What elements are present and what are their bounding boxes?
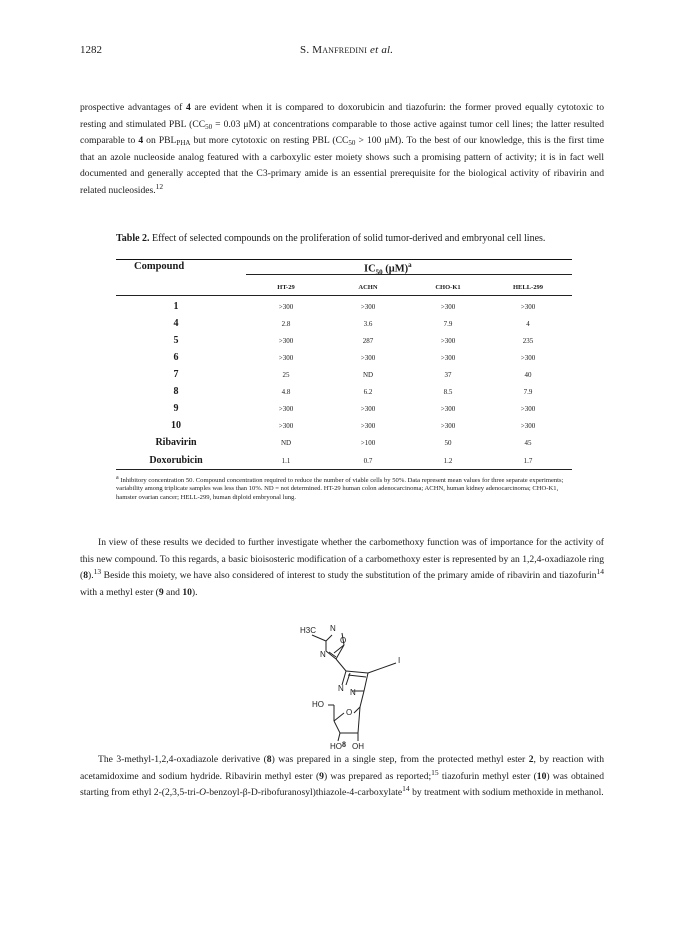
compound-label: 8 [342, 740, 346, 749]
table-row: 8 4.8 6.2 8.5 7.9 [173, 386, 533, 397]
subheader-chok1: CHO-K1 [435, 284, 461, 291]
ic50-header-rule [246, 274, 572, 275]
footnote-mark: a [116, 475, 119, 481]
footnote-text: Inhibitory concentration 50. Compound concentration required to reduce the number of viable cells by 50%. Data represent mean values for three separate experiments; variability among triplicate samples was less than 10%. ND = not determined. HT-29 human colon adenocarcinoma; ACHN, human kidney adenocarcinoma; CHO-K1, hamster ovarian cancer; HELL-299, human diploid embryonal lung. [116, 477, 564, 501]
table-row: Doxorubicin 1.1 0.7 1.2 1.7 [149, 455, 533, 466]
paragraph-2: In view of these results we decided to further investigate whether the carbomethoxy function was of importance for the activity of this new compound. To this regards, a basic bioisosteric modification of a carbomethoxy ester is represented by an 1,2,4-oxadiazole ring (8).$^{13}$ Beside this moiety, we have also considered of interest to study the substitution of the primary amide of ribavirin and tiazofurin$^{14}$ with a methyl ester (9 and 10). [80, 537, 604, 598]
table-footnote [116, 474, 572, 502]
table-subheader-rule [116, 295, 572, 296]
table-row: 5 >300 287 >300 235 [173, 335, 534, 346]
table-row: 6 >300 >300 >300 >300 [173, 352, 536, 363]
table-row: 9 >300 >300 >300 >300 [173, 403, 536, 414]
table-row: 10 >300 >300 >300 >300 [171, 420, 536, 431]
page-number: 1282 [80, 44, 102, 56]
structure-label-o: O [340, 636, 347, 645]
paragraph-1: prospective advantages of 4 are evident when it is compared to doxorubicin and tiazofurin: the former proved equally cytotoxic to resting and stimulated PBL ($CC_{50} = 0.03$ μM) at concentrations comparable to those active against tumor cell lines; the latter resulted comparable to 4 on $PBL_{PHA}$ but more cytotoxic on resting PBL ($CC_{50} > 100$ μM). To the best of our knowledge, this is the first time that an azole nucleoside analog featured with a carboxylic ester moiety shows such a promising pattern of activity; it is in fact well documented and generally accepted that the C3-primary amide is an essential prerequisite for the biological activity of ribavirin and related nucleosides.$^{12}$ [80, 102, 605, 196]
structure-label-ho-top: HO [312, 700, 324, 709]
table-caption-label: Table 2. [116, 233, 150, 244]
table-caption [116, 233, 572, 244]
paragraph-3: The 3-methyl-1,2,4-oxadiazole derivative (8) was prepared in a single step, from the protected methyl ester 2, by reaction with acetamidoxime and sodium hydride. Ribavirin methyl ester (9) was prepared as reported;$^{15}$ tiazofurin methyl ester (10) was obtained starting from ethyl 2-(2,3,5-tri-O-benzoyl-β-D-ribofuranosyl)thiazole-4-carboxylate$^{14}$ by treatment with sodium methoxide in methanol. [80, 754, 604, 799]
structure-label-n-left: N [320, 650, 326, 659]
structure-label-ho-bottom: HO [330, 742, 342, 751]
running-head-author: S. Manfredini [300, 44, 368, 56]
structure-label-n-pyr1: N [338, 684, 344, 693]
table-row: 4 2.8 3.6 7.9 4 [173, 318, 530, 329]
running-head-etal: et al. [367, 44, 394, 56]
column-header-ic50: $IC_{50}$ $(\mu M)^a$ [364, 261, 412, 277]
subheader-achn: ACHN [358, 284, 378, 291]
table-row: Ribavirin ND >100 50 45 [155, 437, 532, 448]
table-top-rule [116, 259, 572, 260]
subheader-ht29: HT-29 [277, 284, 295, 291]
table-row: 7 25 ND 37 40 [173, 369, 532, 380]
table-row: 1 >300 >300 >300 >300 [173, 301, 536, 312]
structure-label-n-top: N [330, 624, 336, 633]
structure-label-o-ring: O [346, 708, 353, 717]
structure-label-h3c: H3C [300, 626, 317, 635]
running-head [300, 44, 393, 56]
table-caption-text: Effect of selected compounds on the proliferation of solid tumor-derived and embryonal cell lines. [149, 233, 546, 244]
structure-label-oh: OH [352, 742, 364, 751]
structure-label-n-pyr2: N [350, 688, 356, 697]
subheader-hell299: HELL-299 [513, 284, 543, 291]
table-bottom-rule [116, 469, 572, 470]
column-header-compound: Compound [134, 261, 185, 272]
compound-8-structure [250, 615, 450, 755]
structure-label-i: I [398, 656, 401, 665]
